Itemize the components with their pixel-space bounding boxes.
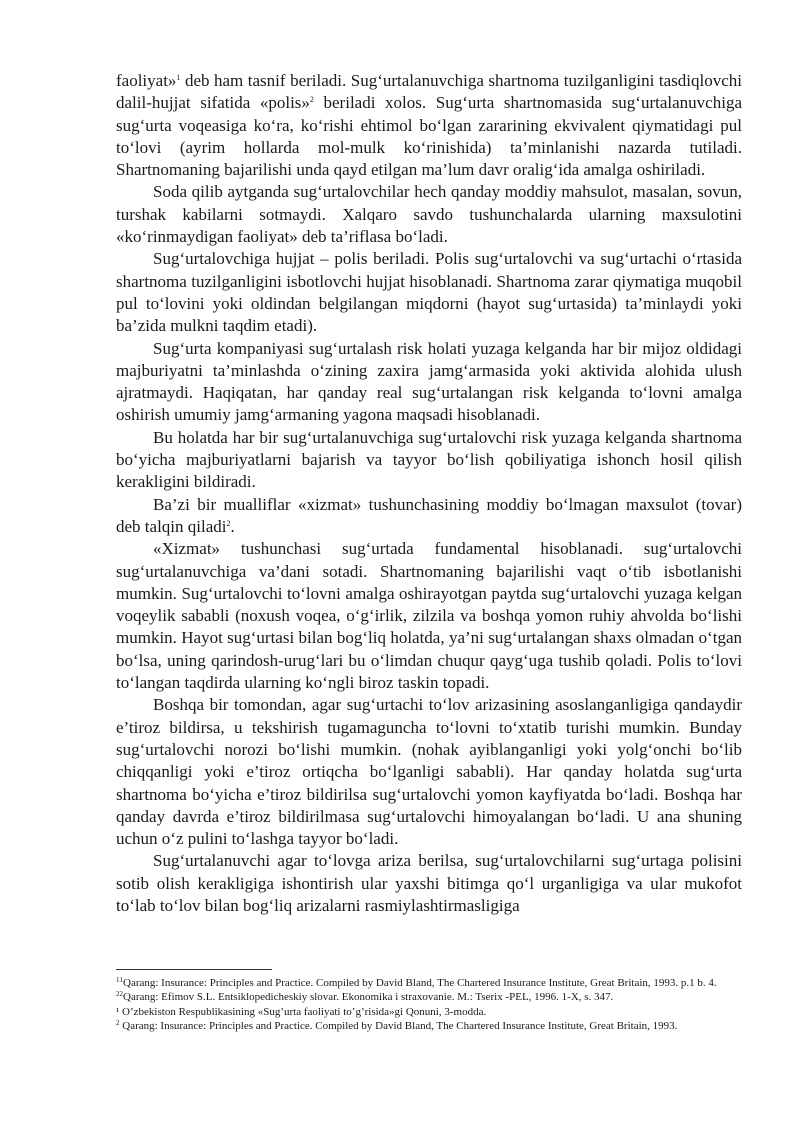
footnote-mark-1b: 1: [119, 976, 123, 984]
paragraph-8: Boshqa bir tomondan, agar sug‘urtachi to‘lov arizasining asoslanganligiga qandaydir e’tiroz bildirsa, u tekshirish tugamaguncha to‘lovni to‘xtatib turishi mumkin. Bunday sug‘urtalovchi norozi bo‘lishi mumkin. (nohak ayiblanganligi yoki yolg‘onchi bo‘lib chiqqanligi yoki e’tiroz ortiqcha bo‘lganligi sababli). Har qanday holatda sug‘urta shartnoma bo‘yicha e’tiroz bildirilsa sug‘urtalovchi yomon kayfiyatda bo‘ladi. Boshqa har qanday davrda e’tiroz bildirilmasa sug‘urtalovchi himoyalangan bo‘ladi. U ana shuning uchun o‘z pulini to‘lashga tayyor bo‘ladi.: [116, 695, 742, 849]
footnote-ref-2: 2: [309, 95, 314, 105]
footnote-mark-2: 2: [116, 990, 120, 999]
paragraph-4: Sug‘urta kompaniyasi sug‘urtalash risk holati yuzaga kelganda har bir mijoz oldidagi majburiyatni ta’minlashda o‘zining zaxira jamg‘armasida yoki aktivida alohida ulush ajratmaydi. Haqiqatan, har qanday real sug‘urtalangan risk kelganda to‘lovni amalga oshirish umumiy jamg‘armaning yagona maqsadi hisoblanadi.: [116, 338, 742, 425]
footnote-2: [116, 990, 742, 1004]
footnote-3: [116, 1005, 742, 1019]
paragraph-6-text: Ba’zi bir mualliflar «xizmat» tushunchasining moddiy bo‘lmagan maxsulot (tovar) deb talqin qiladi: [116, 494, 742, 536]
footnotes: [116, 976, 742, 1034]
footnote-1: [116, 976, 742, 990]
paragraph-5: Bu holatda har bir sug‘urtalanuvchiga sug‘urtalovchi risk yuzaga kelganda shartnoma bo‘yicha majburiyatlarni bajarish va tayyor bo‘lish qobiliyatiga ishonch hosil qilish kerakligini bildiradi.: [116, 427, 742, 492]
paragraph-1-middle: deb ham tasnif beriladi. Sug‘urtalanuvchiga shartnoma tuzilganligini tasdiqlovchi dalil-hujjat sifatida «polis»: [116, 71, 742, 113]
footnote-4: [116, 1019, 742, 1033]
paragraph-1-start: faoliyat»: [116, 71, 177, 90]
paragraph-1-rest: beriladi xolos. Sug‘urta shartnomasida sug‘urtalanuvchiga sug‘urta voqeasiga ko‘ra, ko‘rishi ehtimol bo‘lgan zararining ekvivalent qiymatidagi pul to‘lovi (ayrim hollarda mol-mulk ko‘rinishida) ta’minlanishi nazarda tutiladi. Shartnomaning bajarilishi unda qayd etilgan ma’lum davr oralig‘ida amalga oshiriladi.: [116, 93, 742, 180]
footnote-text-3: ¹ O’zbekiston Respublikasining «Sug’urta faoliyati to’g’risida»gi Qonuni, 3-modda.: [116, 1005, 487, 1018]
footnote-separator: [116, 969, 272, 970]
paragraph-6-end: .: [230, 516, 235, 536]
footnote-text-2: Qarang: Efimov S.L. Entsiklopedicheskiy slovar. Ekonomika i straxovanie. M.: Tserix -PEL, 1996. 1-X, s. 347.: [123, 991, 614, 1004]
footnote-ref-3: 2: [226, 518, 231, 528]
footnote-text-1: Qarang: Insurance: Principles and Practice. Compiled by David Bland, The Chartered Insurance Institute, Great Britain, 1993. p.1 b. 4.: [123, 977, 717, 989]
footnote-mark-2b: 2: [119, 990, 123, 999]
document-body: [116, 70, 742, 917]
footnote-text-4: Qarang: Insurance: Principles and Practice. Compiled by David Bland, The Chartered Insurance Institute, Great Britain, 1993.: [122, 1020, 678, 1033]
footnote-mark-1: 1: [116, 976, 120, 984]
paragraph-6: [116, 494, 742, 539]
footnote-ref-1: 1: [176, 73, 181, 82]
paragraph-7: «Xizmat» tushunchasi sug‘urtada fundamental hisoblanadi. sug‘urtalovchi sug‘urtalanuvchiga va’dani sotadi. Shartnomaning bajarilishi vaqt o‘tib isbotlanishi mumkin. Sug‘urtalovchi to‘lovni amalga oshirayotgan paytda sug‘urtalovchi yuzaga kelgan voqeylik sababli (noxush voqea, o‘g‘irlik, zilzila va boshqa yomon ruhiy ahvolda bo‘lishi mumkin. Hayot sug‘urtasi bilan bog‘liq holatda, ya’ni sug‘urtalangan shaxs olmadan o‘tgan bo‘lsa, uning qarindosh-urug‘lari bu o‘limdan chuqur qayg‘uga tushib qoladi. Polis to‘lovi to‘langan taqdirda ularning ko‘ngli biroz taskin topadi.: [116, 539, 742, 693]
footnote-mark-4: 2: [116, 1019, 120, 1028]
paragraph-2: Soda qilib aytganda sug‘urtalovchilar hech qanday moddiy mahsulot, masalan, sovun, turshak kabilarni sotmaydi. Xalqaro savdo tushunchalarda ularning maxsulotini «ko‘rinmaydigan faoliyat» deb ta’riflasa bo‘ladi.: [116, 182, 742, 247]
paragraph-9: Sug‘urtalanuvchi agar to‘lovga ariza berilsa, sug‘urtalovchilarni sug‘urtaga polisini sotib olish kerakligiga ishontirish ular yaxshi bitimga qo‘l urganligiga va ular mukofot to‘lab to‘lov bilan bog‘liq arizalarni rasmiylashtirmasligiga: [116, 851, 742, 915]
paragraph-1: [116, 70, 742, 181]
paragraph-3: Sug‘urtalovchiga hujjat – polis beriladi. Polis sug‘urtalovchi va sug‘urtachi o‘rtasida shartnoma tuzilganligini isbotlovchi hujjat hisoblanadi. Shartnoma zarar qiymatiga muqobil pul to‘lovini yoki oldindan belgilangan miqdorni (hayot sug‘urtasida) ta’minlaydi yoki ba’zida mulkni taqdim etadi).: [116, 249, 742, 336]
